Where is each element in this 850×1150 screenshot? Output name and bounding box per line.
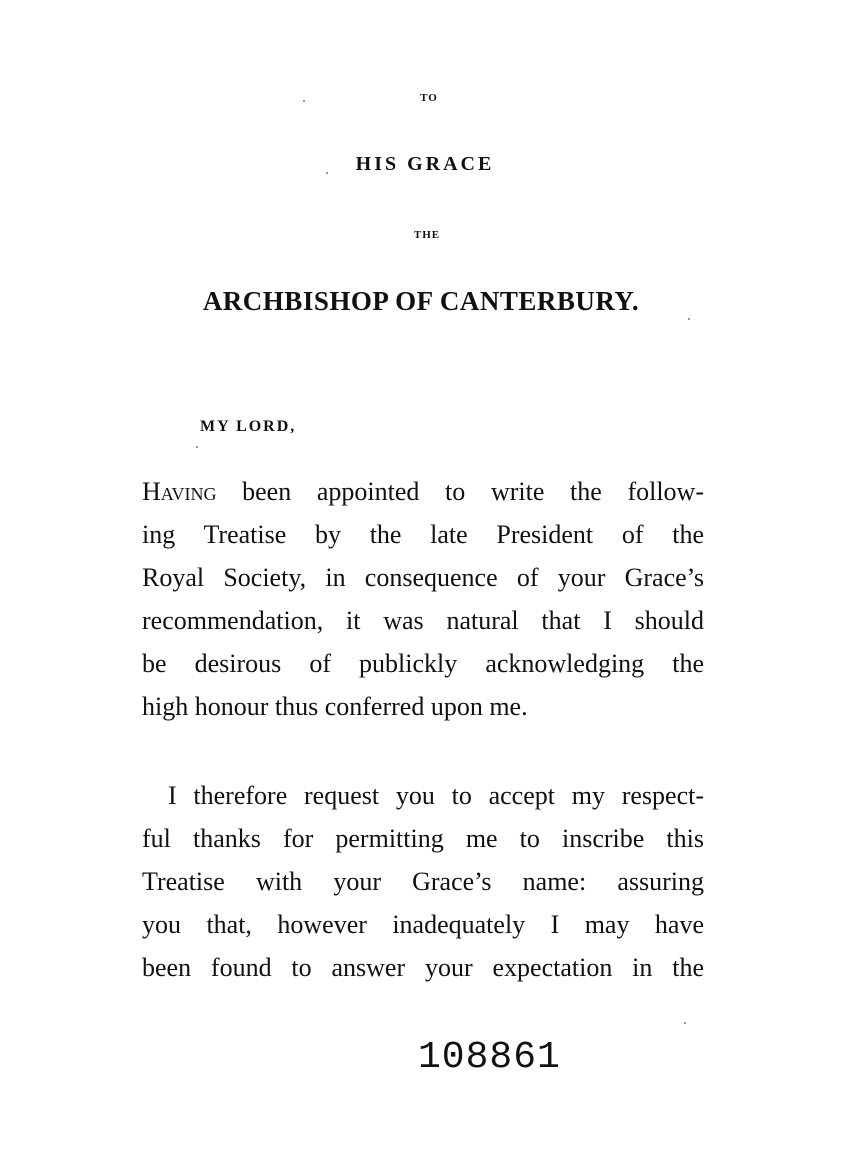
catalog-number-stamp: 108861 — [418, 1036, 561, 1079]
paragraph-2 — [142, 774, 704, 989]
paragraph-2-line: been found to answer your expectation in the — [142, 953, 704, 982]
paragraph-1-line — [142, 470, 704, 513]
paper-speck — [303, 100, 305, 102]
paragraph-1 — [142, 470, 704, 728]
paper-speck — [326, 172, 328, 174]
paragraph-2-line: Treatise with your Grace’s name: assuring — [142, 867, 704, 896]
paragraph-1-lead-word: Having — [142, 477, 217, 506]
paragraph-1-line: recommendation, it was natural that I should — [142, 606, 704, 635]
paragraph-1-line: ing Treatise by the late President of the — [142, 520, 704, 549]
paragraph-1-line: be desirous of publickly acknowledging the — [142, 649, 704, 678]
paragraph-1-line-text: been appointed to write the follow- — [216, 477, 704, 506]
paragraph-1-line: high honour thus conferred upon me. — [142, 692, 528, 721]
paragraph-2-line: ful thanks for permitting me to inscribe this — [142, 824, 704, 853]
paragraph-1-line: Royal Society, in consequence of your Grace’s — [142, 563, 704, 592]
dedication-to: TO — [420, 92, 438, 104]
dedication-his-grace: HIS GRACE — [355, 153, 495, 175]
paper-speck — [196, 446, 198, 448]
paragraph-2-line: I therefore request you to accept my respect- — [168, 781, 704, 810]
dedication-the: THE — [413, 229, 441, 241]
paragraph-2-line: you that, however inadequately I may have — [142, 910, 704, 939]
salutation: MY LORD, — [200, 418, 297, 435]
paper-speck — [684, 1022, 686, 1024]
paper-speck — [688, 318, 690, 320]
dedication-title: ARCHBISHOP OF CANTERBURY. — [202, 286, 640, 316]
